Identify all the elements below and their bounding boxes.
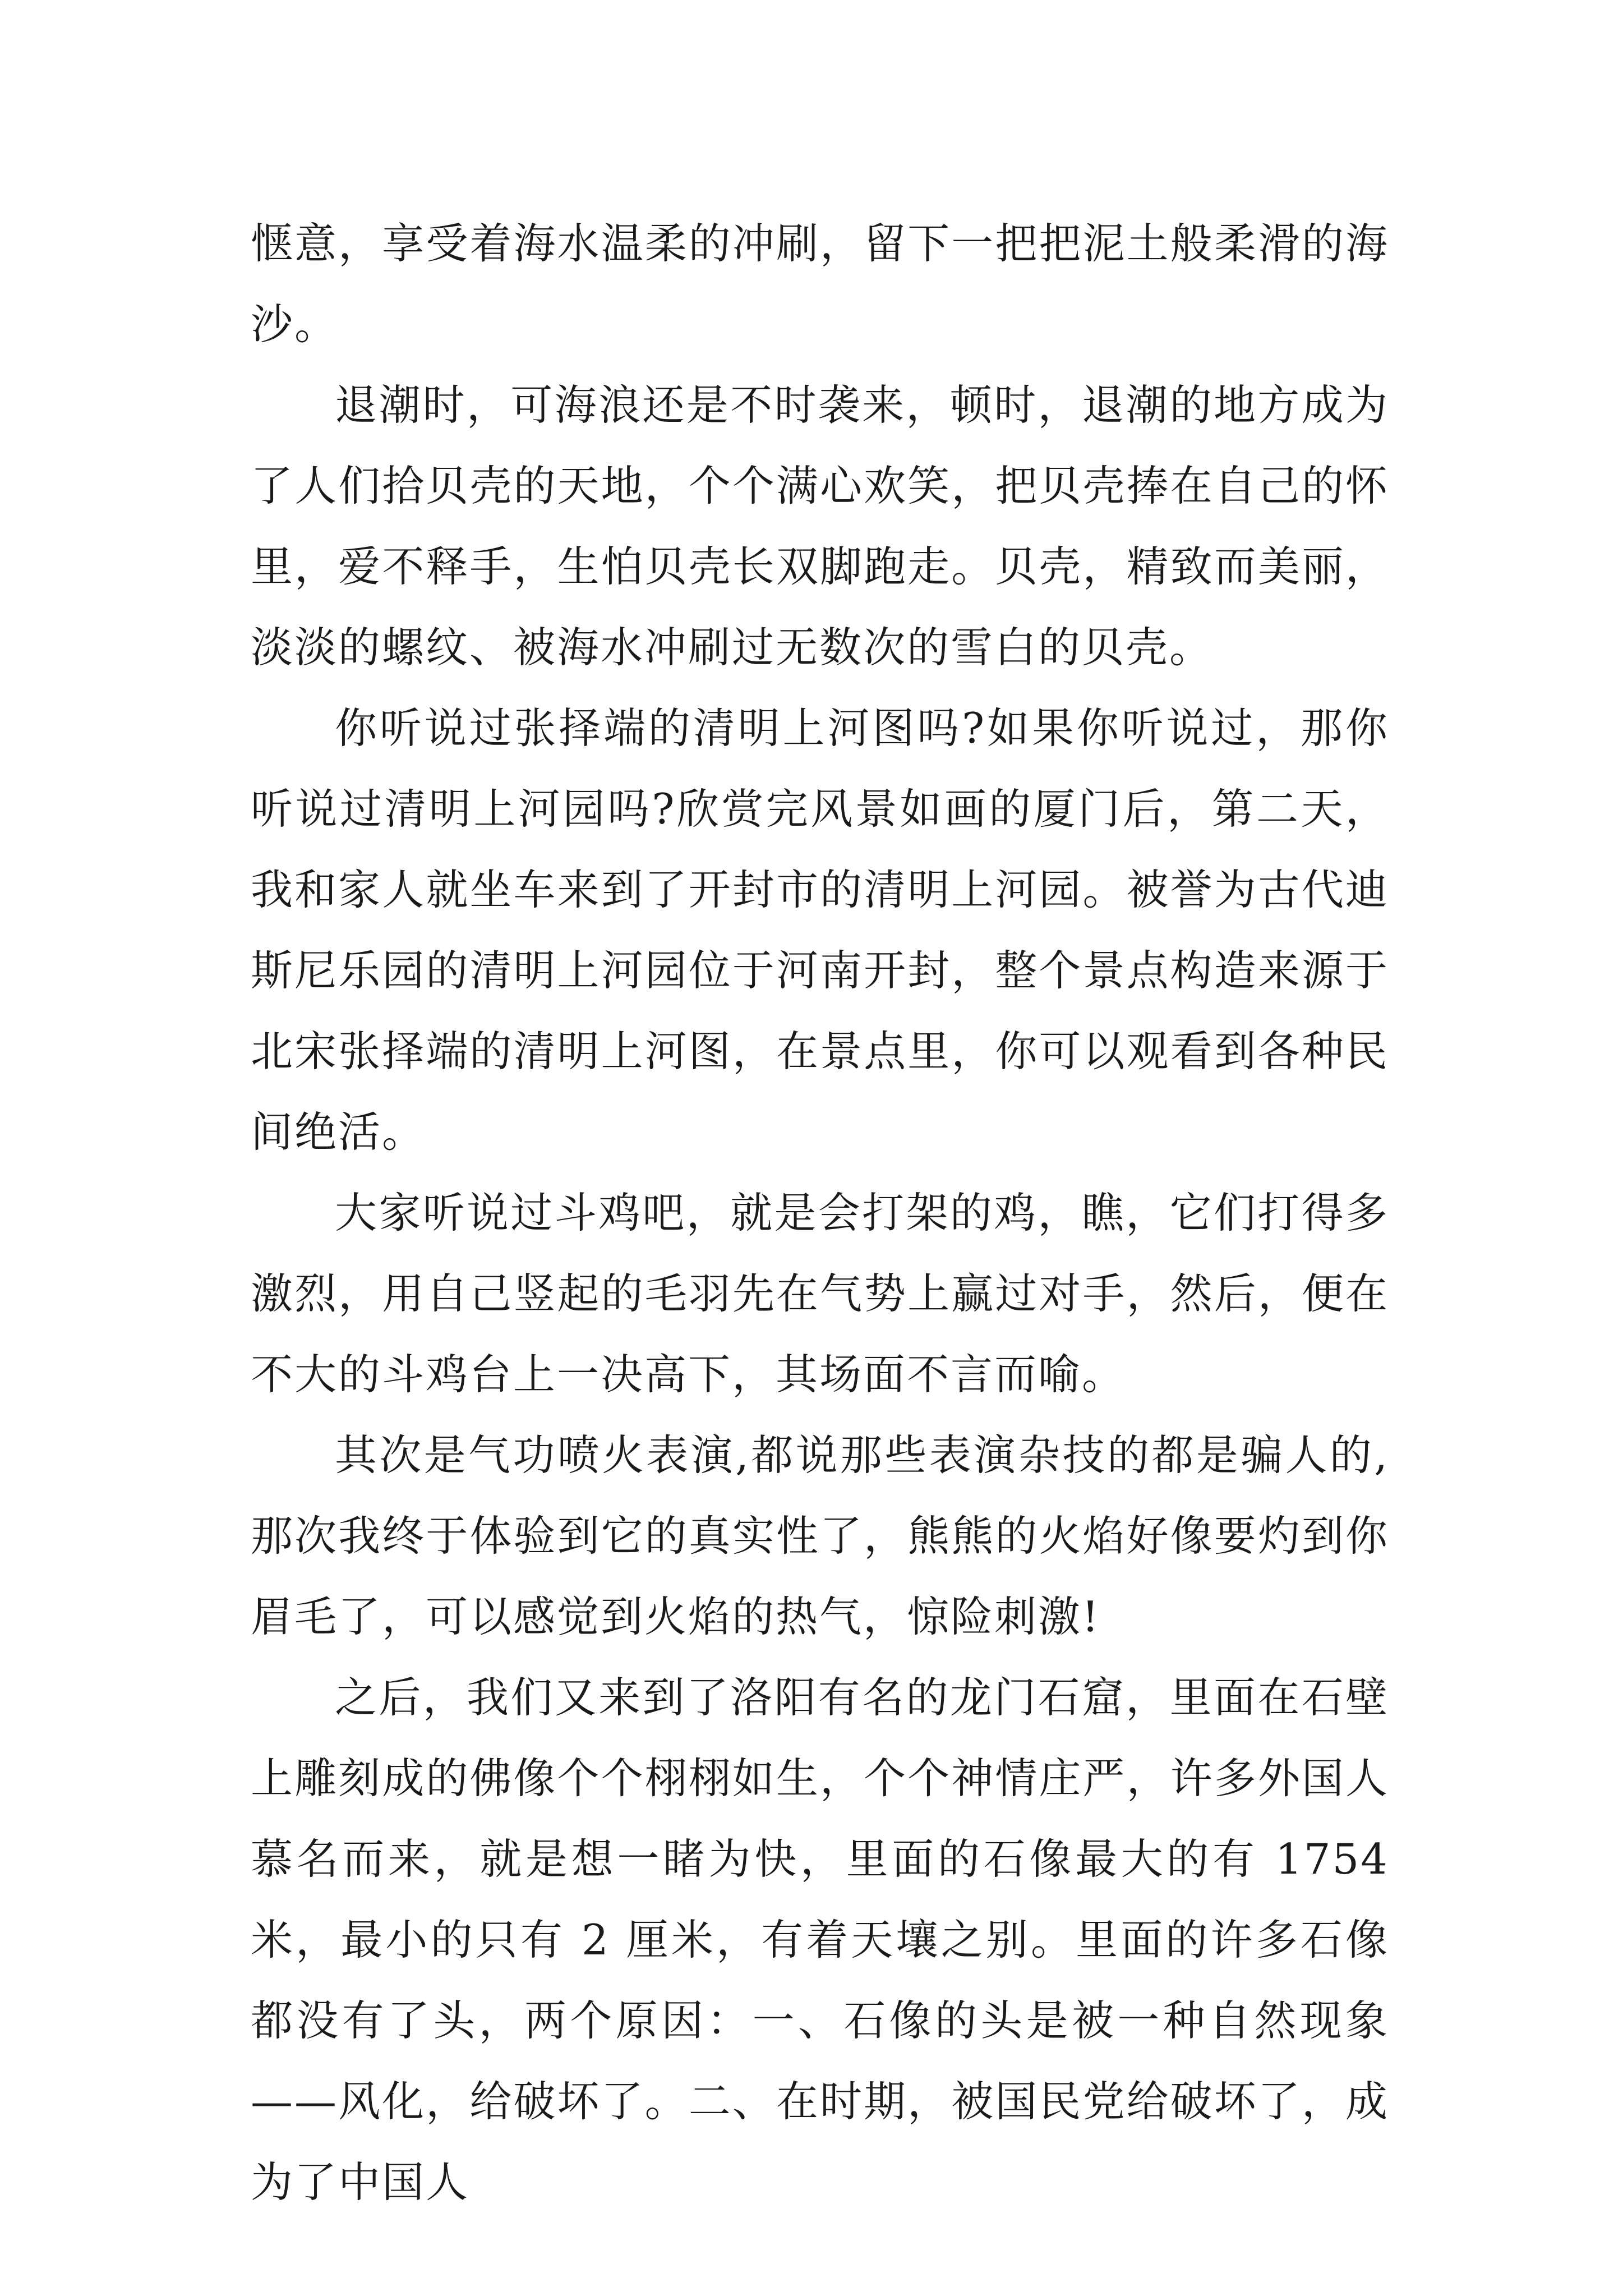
paragraph-fire-breathing: 其次是气功喷火表演,都说那些表演杂技的都是骗人的,那次我终于体验到它的真实性了，熊熊的火焰好像要灼到你眉毛了，可以感觉到火焰的热气，惊险刺激!	[251, 1430, 1389, 1641]
paragraph-cockfight: 大家听说过斗鸡吧，就是会打架的鸡，瞧，它们打得多激烈，用自己竖起的毛羽先在气势上赢过对手，然后，便在不大的斗鸡台上一决高下，其场面不言而喻。	[251, 1188, 1389, 1399]
paragraph-longmen-grottoes: 之后，我们又来到了洛阳有名的龙门石窟，里面在石壁上雕刻成的佛像个个栩栩如生，个个神情庄严，许多外国人慕名而来，就是想一睹为快，里面的石像最大的有 1754 米，最小的只有 2 厘米，有着天壤之别。里面的许多石像都没有了头，两个原因：一、石像的头是被一种自然现象——风化，给破坏了。二、在时期，被国民党给破坏了，成为了中国人	[251, 1673, 1389, 2207]
paragraph-low-tide: 退潮时，可海浪还是不时袭来，顿时，退潮的地方成为了人们拾贝壳的天地，个个满心欢笑，把贝壳捧在自己的怀里，爱不释手，生怕贝壳长双脚跑走。贝壳，精致而美丽，淡淡的螺纹、被海水冲刷过无数次的雪白的贝壳。	[251, 380, 1389, 672]
paragraph-qingming-park: 你听说过张择端的清明上河图吗?如果你听说过，那你听说过清明上河园吗?欣赏完风景如画的厦门后，第二天，我和家人就坐车来到了开封市的清明上河园。被誉为古代迪斯尼乐园的清明上河园位于河南开封，整个景点构造来源于北宋张择端的清明上河图，在景点里，你可以观看到各种民间绝活。	[251, 703, 1389, 1157]
body-text	[251, 203, 1389, 2223]
paragraph-continuation: 惬意，享受着海水温柔的冲刷，留下一把把泥土般柔滑的海沙。	[251, 219, 1389, 349]
